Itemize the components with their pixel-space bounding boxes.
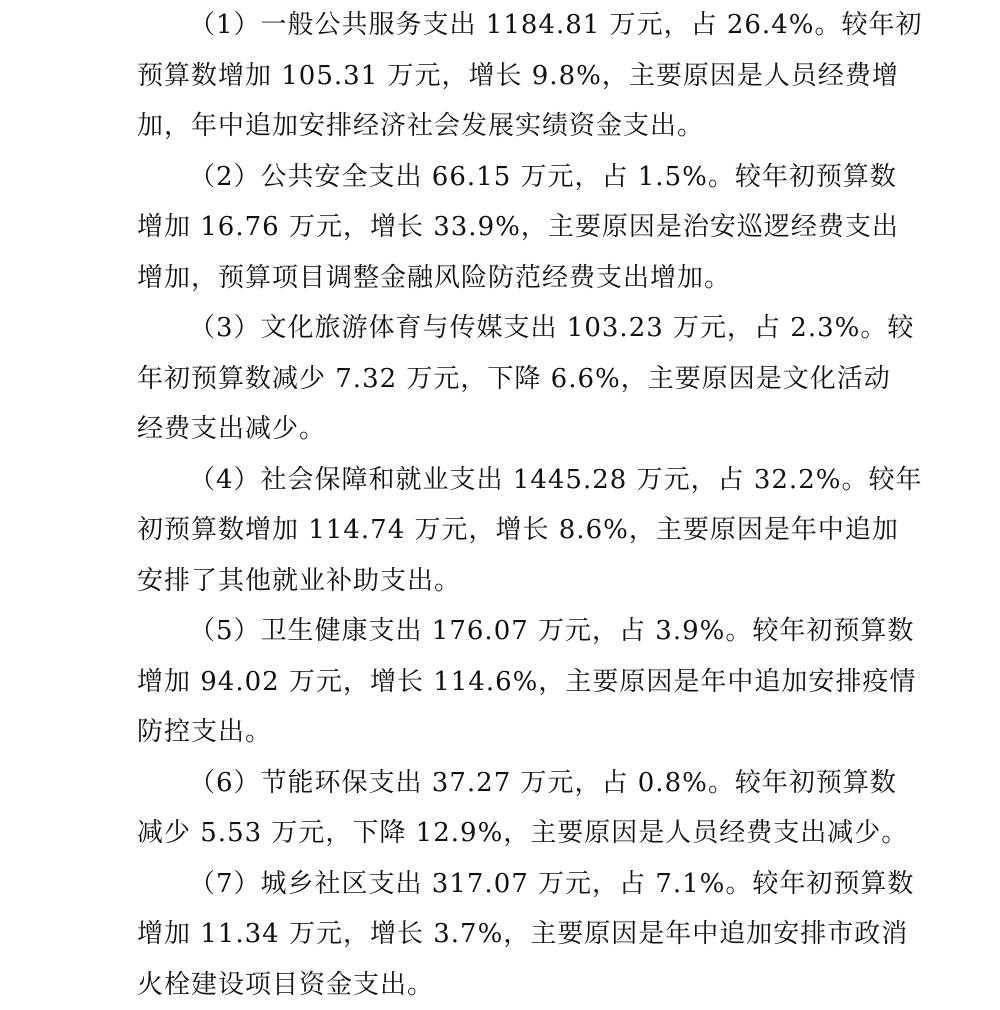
paragraph-line: 经费支出减少。 (137, 404, 873, 455)
paragraph-line: 增加 94.02 万元，增长 114.6%，主要原因是年中追加安排疫情 (137, 657, 873, 708)
paragraph-energy-environment (137, 758, 873, 859)
paragraph-line: 防控支出。 (137, 707, 873, 758)
paragraph-culture-tourism-sports-media (137, 303, 873, 455)
paragraph-line: 减少 5.53 万元，下降 12.9%，主要原因是人员经费支出减少。 (137, 808, 873, 859)
paragraph-line: 增加 16.76 万元，增长 33.9%，主要原因是治安巡逻经费支出 (137, 202, 873, 253)
paragraph-line: 火栓建设项目资金支出。 (137, 960, 873, 1010)
paragraph-line: （1）一般公共服务支出 1184.81 万元，占 26.4%。较年初 (137, 0, 873, 51)
paragraph-line: （7）城乡社区支出 317.07 万元，占 7.1%。较年初预算数 (137, 859, 873, 910)
paragraph-line: （6）节能环保支出 37.27 万元，占 0.8%。较年初预算数 (137, 758, 873, 809)
paragraph-general-public-services (137, 0, 873, 152)
paragraph-line: （4）社会保障和就业支出 1445.28 万元，占 32.2%。较年 (137, 455, 873, 506)
paragraph-line: 加，年中追加安排经济社会发展实绩资金支出。 (137, 101, 873, 152)
paragraph-line: （5）卫生健康支出 176.07 万元，占 3.9%。较年初预算数 (137, 606, 873, 657)
paragraph-urban-rural-community (137, 859, 873, 1010)
paragraph-line: 增加，预算项目调整金融风险防范经费支出增加。 (137, 253, 873, 304)
paragraph-health (137, 606, 873, 758)
paragraph-line: 年初预算数减少 7.32 万元，下降 6.6%，主要原因是文化活动 (137, 354, 873, 405)
paragraph-social-security-employment (137, 455, 873, 607)
paragraph-line: 初预算数增加 114.74 万元，增长 8.6%，主要原因是年中追加 (137, 505, 873, 556)
paragraph-line: （2）公共安全支出 66.15 万元，占 1.5%。较年初预算数 (137, 152, 873, 203)
paragraph-line: 安排了其他就业补助支出。 (137, 556, 873, 607)
paragraph-line: 增加 11.34 万元，增长 3.7%，主要原因是年中追加安排市政消 (137, 909, 873, 960)
document-page (137, 0, 873, 1010)
paragraph-line: （3）文化旅游体育与传媒支出 103.23 万元，占 2.3%。较 (137, 303, 873, 354)
paragraph-line: 预算数增加 105.31 万元，增长 9.8%，主要原因是人员经费增 (137, 51, 873, 102)
paragraph-public-security (137, 152, 873, 304)
